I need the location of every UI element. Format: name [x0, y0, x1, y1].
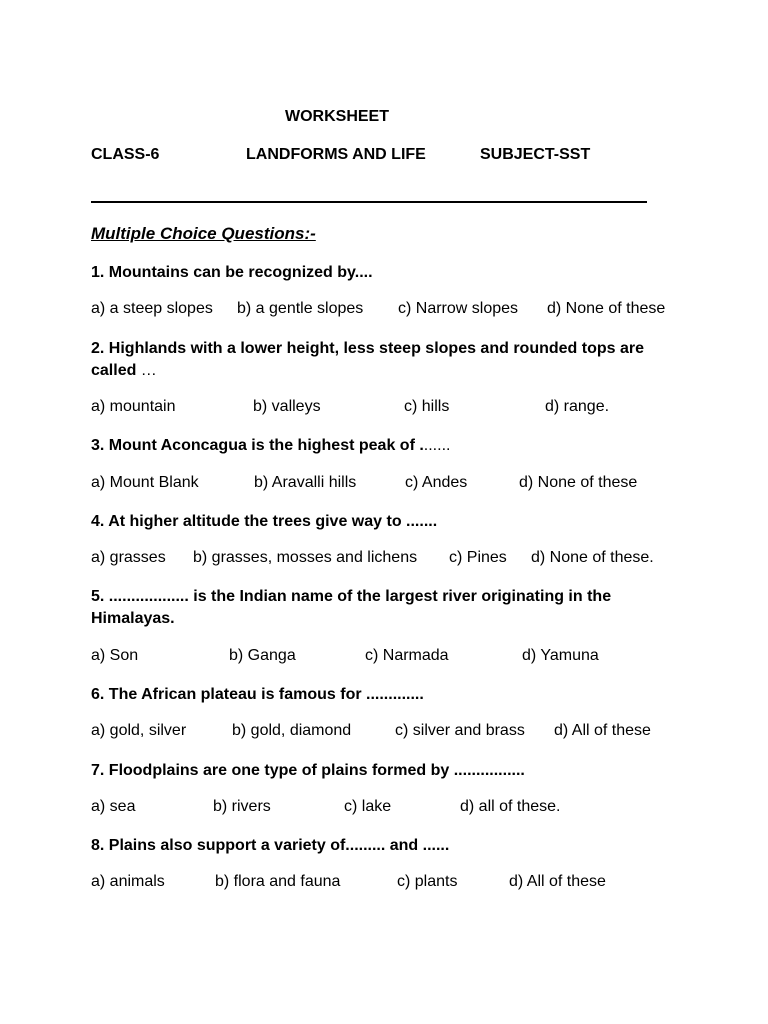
- subject-label: SUBJECT-SST: [480, 146, 591, 163]
- question-5: [91, 586, 671, 630]
- option-d: d) None of these: [519, 474, 638, 491]
- topic-label: LANDFORMS AND LIFE: [246, 146, 426, 163]
- question-text: 5. .................. is the Indian name of the largest river originating in the Himalayas.: [91, 588, 612, 627]
- option-a: a) gold, silver: [91, 722, 187, 739]
- class-label: CLASS-6: [91, 146, 160, 163]
- option-d: d) range.: [545, 398, 610, 415]
- question-4: [91, 511, 671, 533]
- option-d: d) All of these: [509, 873, 606, 890]
- question-text: 1. Mountains can be recognized by....: [91, 264, 373, 281]
- option-d: d) None of these.: [531, 549, 654, 566]
- question-6: [91, 684, 671, 706]
- question-3: [91, 435, 671, 457]
- option-b: b) grasses, mosses and lichens: [193, 549, 418, 566]
- option-a: a) mountain: [91, 398, 176, 415]
- option-c: c) hills: [404, 398, 450, 415]
- question-text: 6. The African plateau is famous for .............: [91, 686, 424, 703]
- option-a: a) a steep slopes: [91, 300, 213, 317]
- option-a: a) grasses: [91, 549, 166, 566]
- header-divider: [91, 201, 647, 203]
- worksheet-title: WORKSHEET: [285, 108, 389, 125]
- option-c: c) lake: [344, 798, 392, 815]
- option-d: d) All of these: [554, 722, 651, 739]
- option-c: c) plants: [397, 873, 458, 890]
- option-a: a) animals: [91, 873, 165, 890]
- option-c: c) Andes: [405, 474, 468, 491]
- option-d: d) Yamuna: [522, 647, 599, 664]
- question-text: 8. Plains also support a variety of......... and ......: [91, 837, 450, 854]
- option-d: d) None of these: [547, 300, 666, 317]
- question-text: 3. Mount Aconcagua is the highest peak of .: [91, 437, 424, 454]
- option-b: b) a gentle slopes: [237, 300, 364, 317]
- option-b: b) valleys: [253, 398, 321, 415]
- question-2: [91, 338, 671, 382]
- section-title: Multiple Choice Questions:-: [91, 224, 316, 243]
- option-c: c) Narmada: [365, 647, 449, 664]
- option-c: c) Pines: [449, 549, 507, 566]
- option-c: c) silver and brass: [395, 722, 525, 739]
- question-suffix: …: [136, 362, 157, 379]
- option-b: b) gold, diamond: [232, 722, 352, 739]
- option-a: a) Mount Blank: [91, 474, 199, 491]
- option-a: a) sea: [91, 798, 136, 815]
- option-b: b) Ganga: [229, 647, 296, 664]
- option-b: b) flora and fauna: [215, 873, 341, 890]
- option-d: d) all of these.: [460, 798, 561, 815]
- question-7: [91, 760, 671, 782]
- question-text: 2. Highlands with a lower height, less steep slopes and rounded tops are called: [91, 340, 644, 379]
- option-b: b) Aravalli hills: [254, 474, 357, 491]
- question-8: [91, 835, 671, 857]
- question-text: 4. At higher altitude the trees give way to .......: [91, 513, 438, 530]
- question-1: [91, 262, 671, 284]
- question-text: 7. Floodplains are one type of plains formed by ................: [91, 762, 525, 779]
- question-suffix: ......: [423, 437, 451, 454]
- option-c: c) Narrow slopes: [398, 300, 519, 317]
- option-a: a) Son: [91, 647, 139, 664]
- option-b: b) rivers: [213, 798, 271, 815]
